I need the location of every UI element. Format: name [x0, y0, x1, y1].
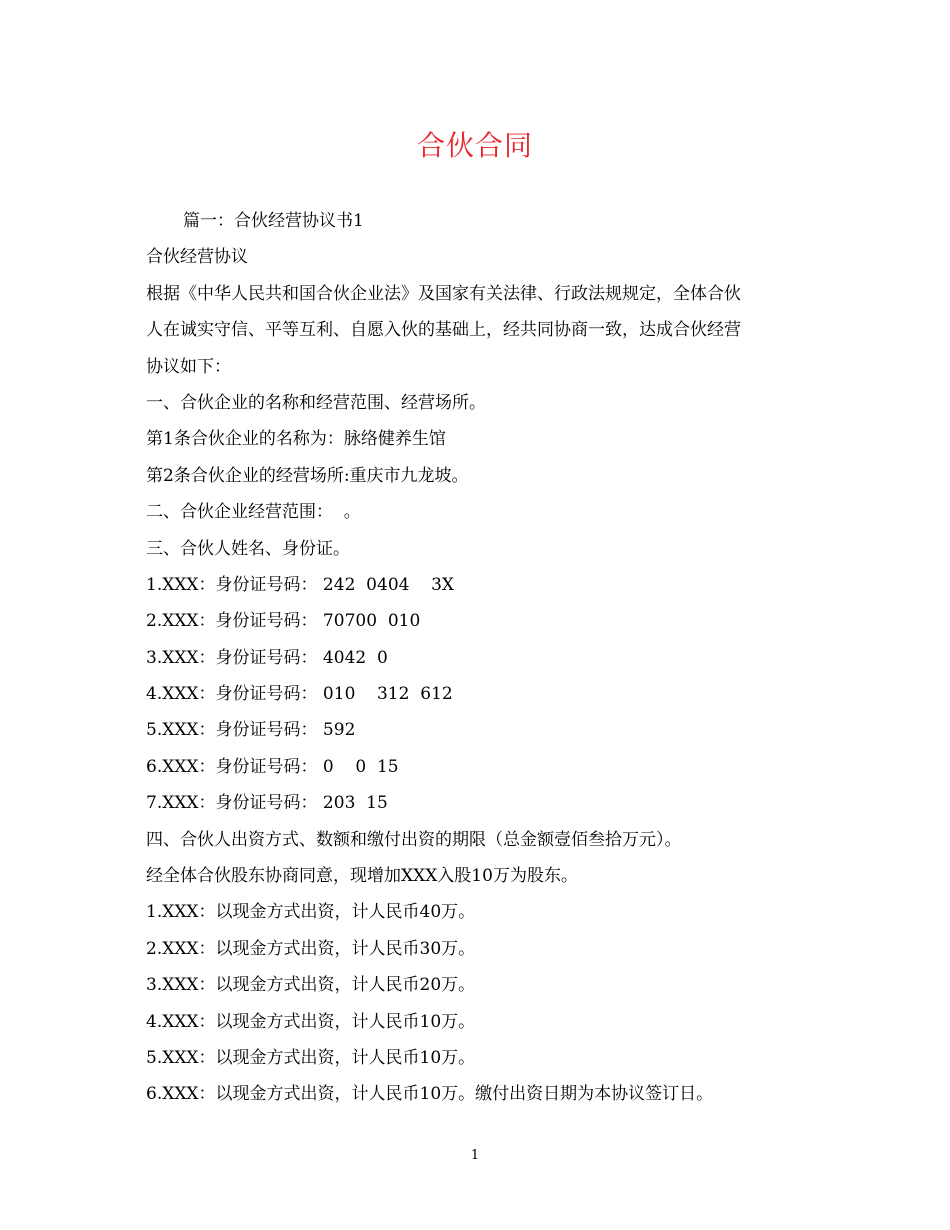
clause-heading: 三、合伙人姓名、身份证。	[146, 538, 350, 559]
clause-heading: 四、合伙人出资方式、数额和缴付出资的期限（总金额壹佰叁拾万元）。	[146, 829, 682, 850]
page-number: 1	[470, 1148, 480, 1163]
paragraph-line: 经全体合伙股东协商同意，现增加XXX入股10万为股东。	[146, 866, 578, 887]
contribution-line: 3.XXX：以现金方式出资，计人民币20万。	[146, 975, 476, 996]
partner-id-line: 4.XXX：身份证号码： 010 312 612	[146, 684, 453, 705]
contribution-line: 5.XXX：以现金方式出资，计人民币10万。	[146, 1047, 476, 1068]
section-heading: 篇一：合伙经营协议书1	[183, 211, 364, 231]
clause-line: 第2条合伙企业的经营场所:重庆市九龙坡。	[146, 465, 469, 486]
contribution-line: 1.XXX：以现金方式出资，计人民币40万。	[146, 902, 476, 923]
paragraph-line: 人在诚实守信、平等互利、自愿入伙的基础上，经共同协商一致，达成合伙经营	[146, 320, 741, 341]
paragraph-line: 协议如下：	[146, 356, 231, 377]
clause-heading: 二、合伙企业经营范围： 。	[146, 502, 361, 523]
partner-id-line: 6.XXX：身份证号码： 0 0 15	[146, 756, 399, 777]
paragraph-line: 根据《中华人民共和国合伙企业法》及国家有关法律、行政法规规定，全体合伙	[146, 283, 741, 304]
partner-id-line: 5.XXX：身份证号码： 592	[146, 720, 356, 741]
clause-heading: 一、合伙企业的名称和经营范围、经营场所。	[146, 392, 486, 413]
contribution-line: 2.XXX：以现金方式出资，计人民币30万。	[146, 938, 476, 959]
contribution-line: 6.XXX：以现金方式出资，计人民币10万。缴付出资日期为本协议签订日。	[146, 1084, 714, 1105]
partner-id-line: 1.XXX：身份证号码： 242 0404 3X	[146, 574, 454, 595]
partner-id-line: 7.XXX：身份证号码： 203 15	[146, 793, 388, 814]
partner-id-line: 2.XXX：身份证号码： 70700 010	[146, 611, 421, 632]
document-body	[146, 203, 806, 1113]
clause-line: 第1条合伙企业的名称为：脉络健养生馆	[146, 429, 446, 450]
contribution-line: 4.XXX：以现金方式出资，计人民币10万。	[146, 1011, 476, 1032]
partner-id-line: 3.XXX：身份证号码： 4042 0	[146, 647, 388, 668]
agreement-title: 合伙经营协议	[146, 247, 248, 268]
page-title: 合伙合同	[416, 129, 533, 162]
